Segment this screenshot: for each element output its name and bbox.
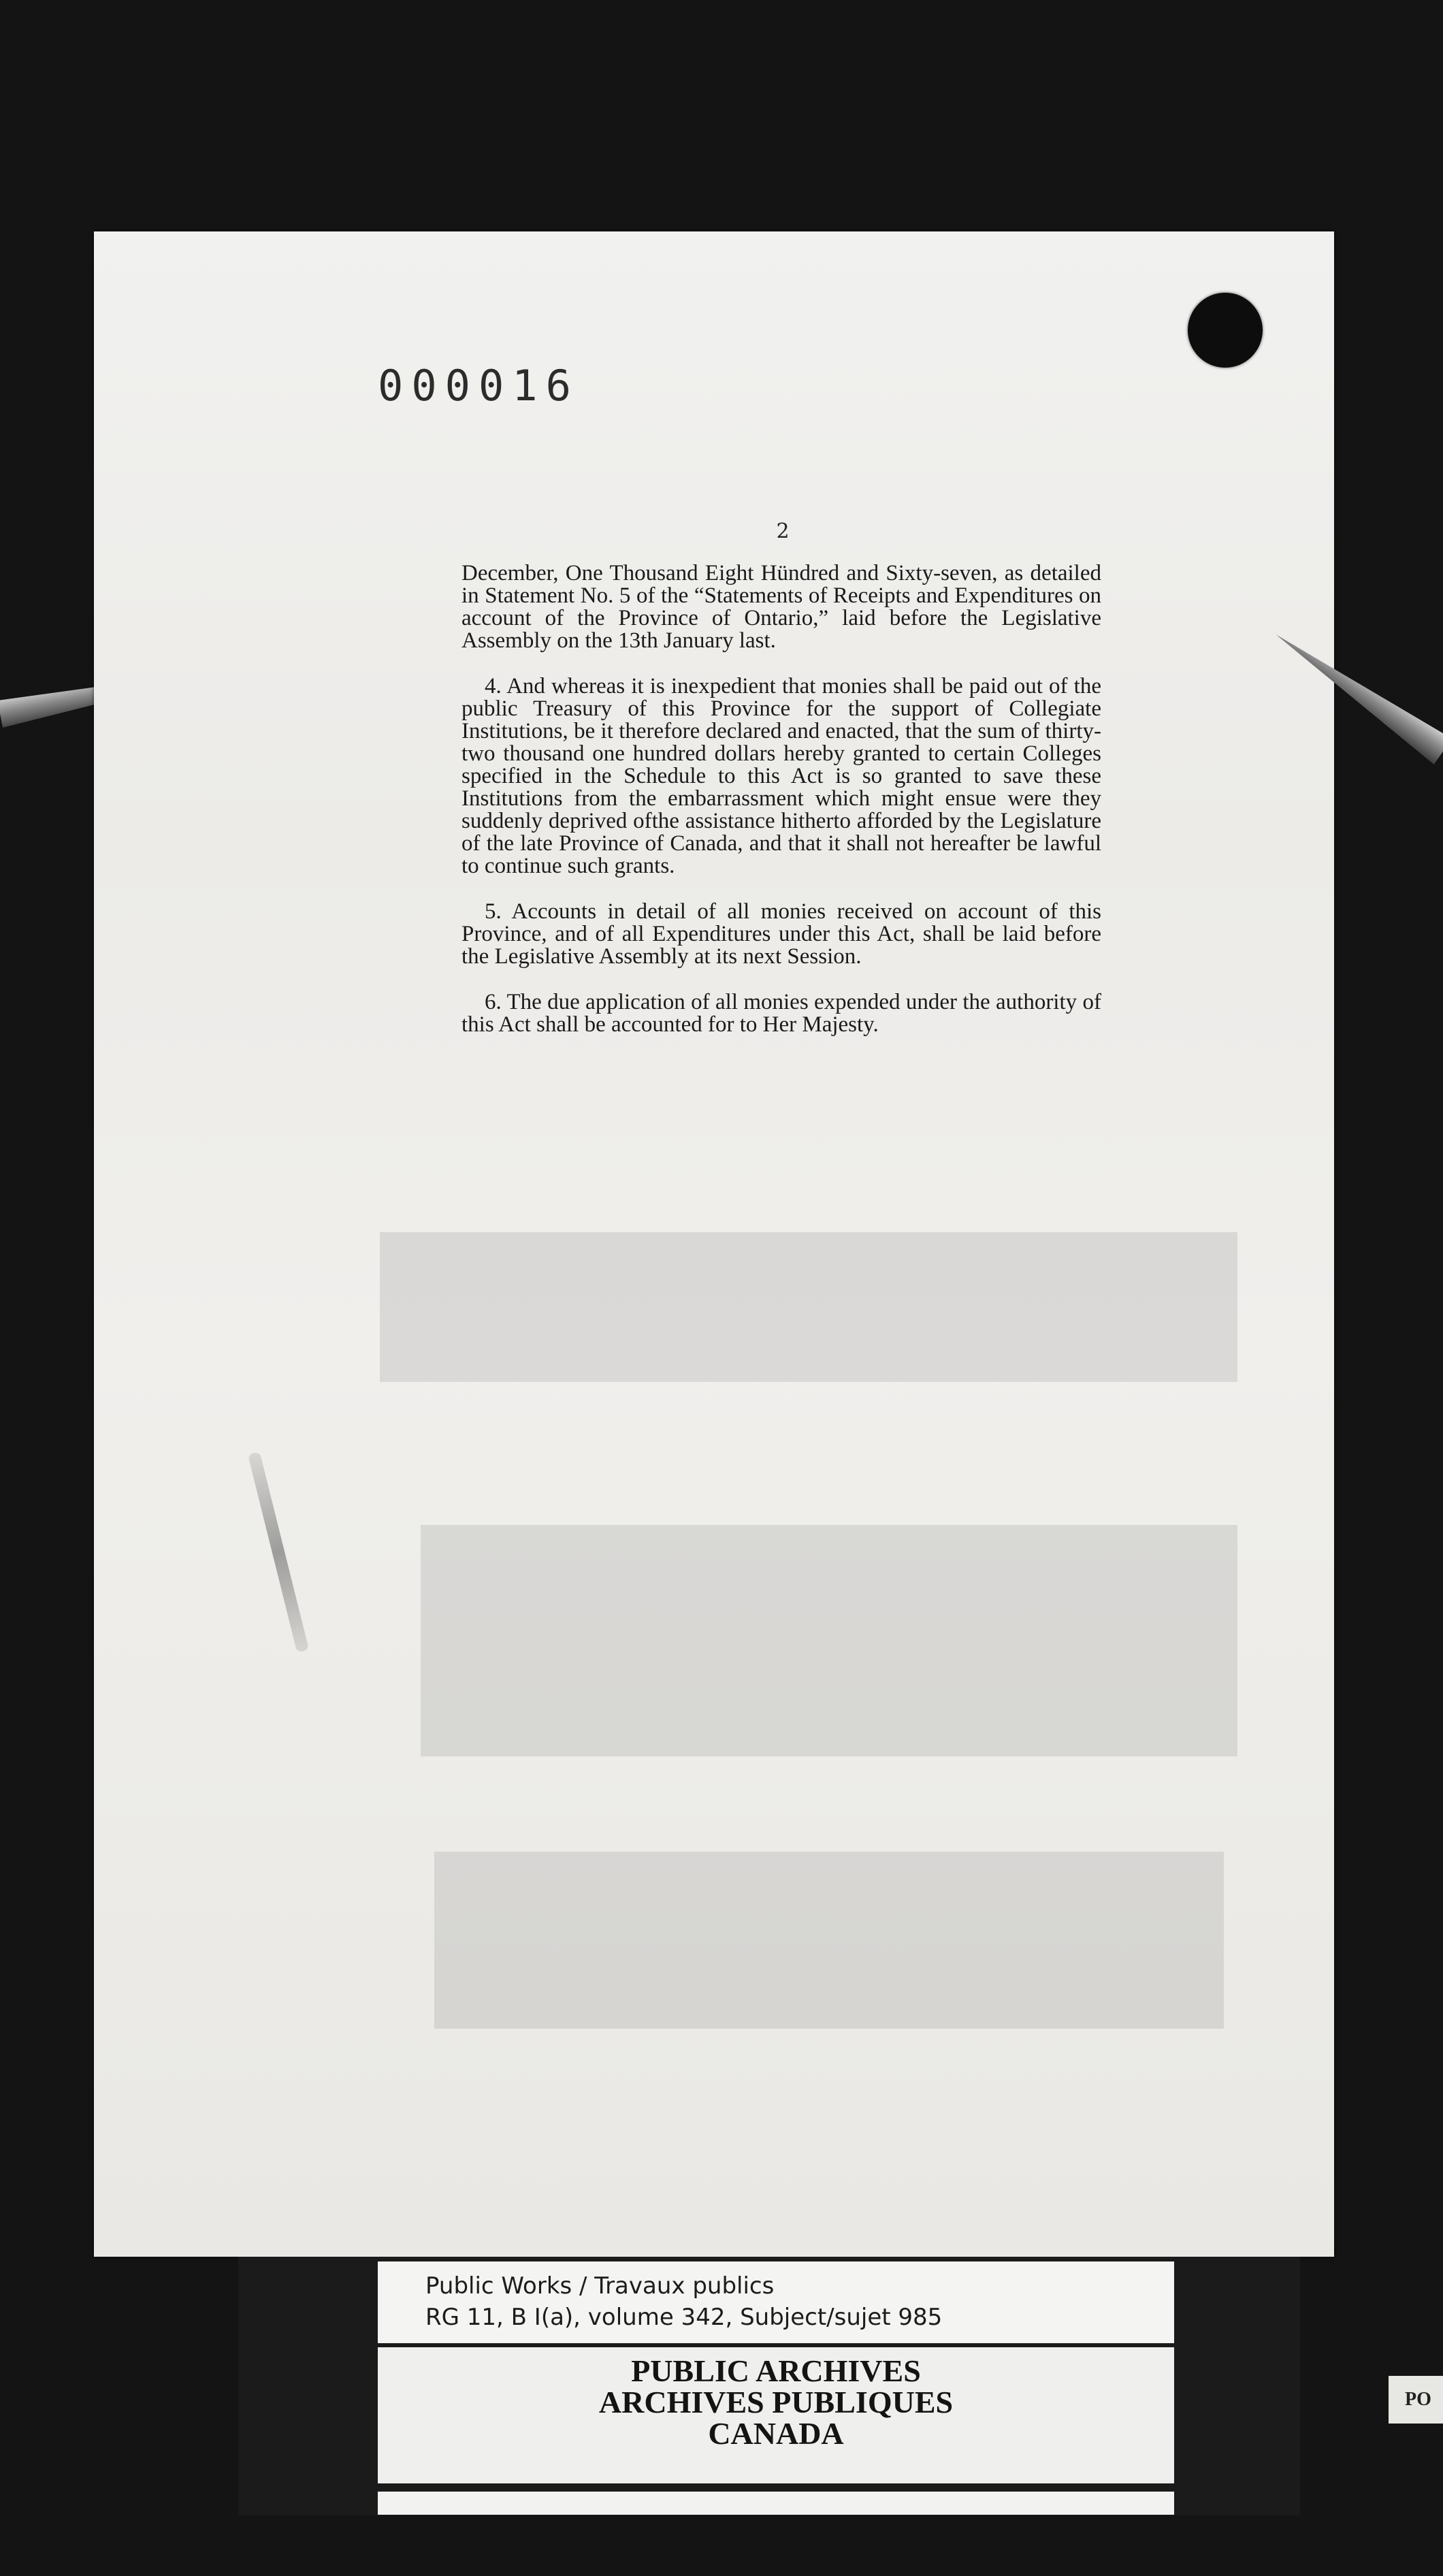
stamp-line-1: PUBLIC ARCHIVES	[631, 2353, 921, 2388]
edge-tab: PO	[1389, 2376, 1443, 2424]
label-line-2: RG 11, B I(a), volume 342, Subject/sujet 985	[425, 2304, 943, 2331]
stamp-line-2: ARCHIVES PUBLIQUES	[598, 2385, 954, 2419]
document-page	[94, 231, 1334, 2257]
page-number: 2	[776, 519, 790, 543]
bleed-through-region	[421, 1525, 1237, 1756]
public-archives-stamp	[378, 2347, 1174, 2483]
paragraph-2: 4. And whereas it is inexpedient that monies shall be paid out of the public Treasury of this Province for the support of Collegiate Institutions, be it therefore declared and enacted, that the sum of thirty-two thousand one hundred dollars hereby granted to certain Colleges specified in the Schedule to this Act is so granted to save these Institutions from the embarrassment which might ensue were they suddenly deprived ofthe assistance hitherto afforded by the Legislature of the late Province of Canada, and that it shall not hereafter be lawful to continue such grants.	[461, 674, 1101, 878]
label-line-1: Public Works / Travaux publics	[425, 2272, 775, 2300]
archive-reference-label	[378, 2261, 1174, 2343]
stamp-line-3: CANADA	[708, 2416, 844, 2451]
paragraph-3: 5. Accounts in detail of all monies received on account of this Province, and of all Expenditures under this Act, shall be laid before the Legislative Assembly at its next Session.	[461, 899, 1101, 969]
bleed-through-region	[434, 1852, 1224, 2029]
label-bottom-strip	[378, 2492, 1174, 2515]
stamped-page-number: 000016	[378, 361, 579, 410]
document-body	[461, 562, 1101, 1059]
punch-hole	[1188, 293, 1263, 368]
paragraph-1: December, One Thousand Eight Hündred and Sixty-seven, as detailed in Statement No. 5 of the “Statements of Receipts and Expenditures on account of the Province of Ontario,” laid before the Legislative Assembly on the 13th January last.	[461, 561, 1101, 653]
bleed-through-region	[380, 1232, 1237, 1382]
paragraph-4: 6. The due application of all monies expended under the authority of this Act shall be accounted for to Her Majesty.	[461, 990, 1101, 1037]
